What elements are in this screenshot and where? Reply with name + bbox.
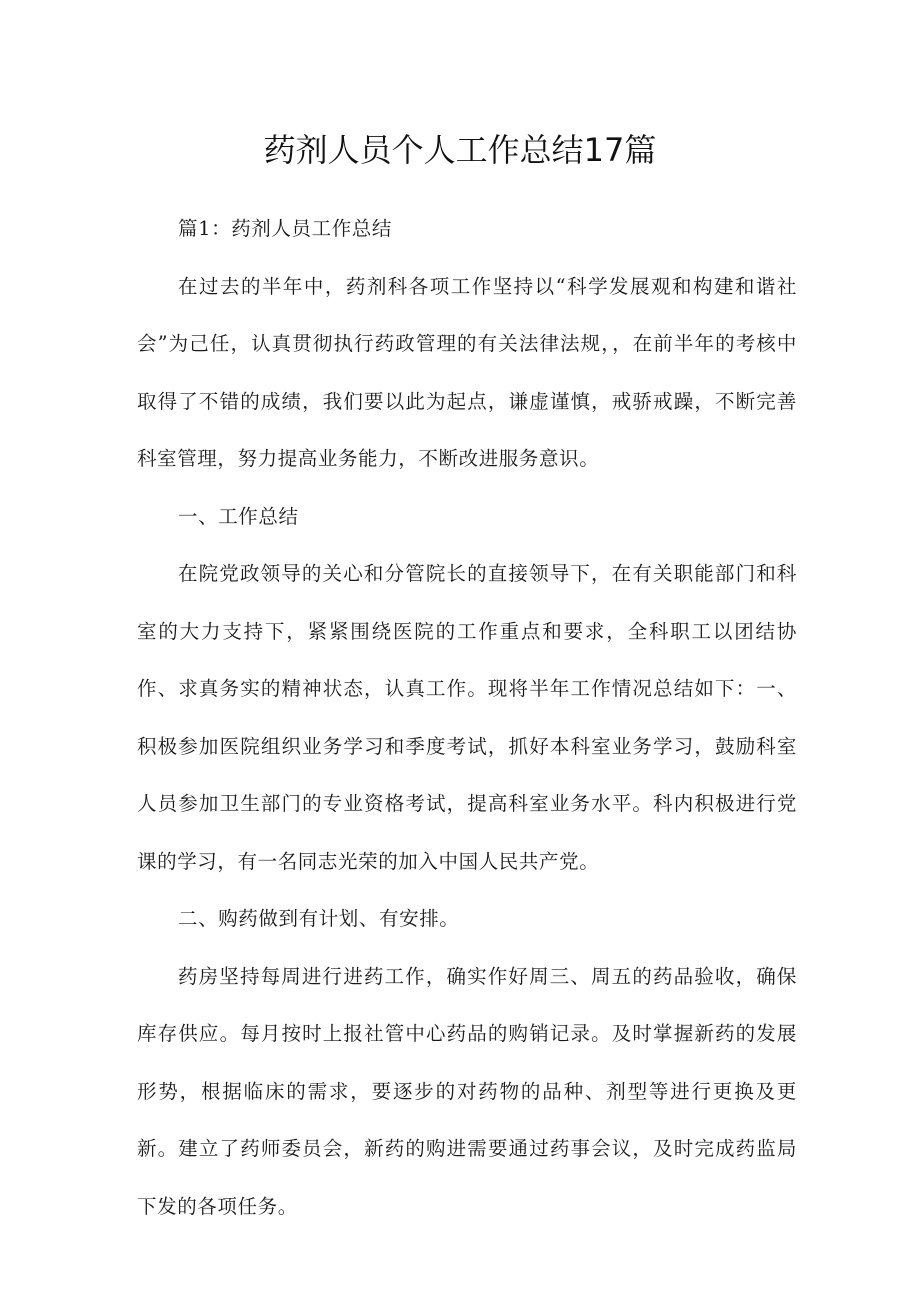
document-title: 药剂人员个人工作总结17篇 (263, 131, 657, 169)
section-heading-work-summary: 一、工作总结 (178, 504, 299, 528)
section-heading-part1: 篇1：药剂人员工作总结 (178, 217, 393, 240)
section-heading-purchasing: 二、购药做到有计划、有安排。 (178, 907, 460, 930)
paragraph-purchasing: 药房坚持每周进行进药工作，确实作好周三、周五的药品验收，确保库存供应。每月按时上报社管中心药品的购销记录。及时掌握新药的发展形势，根据临床的需求，要逐步的对药物的品种、剂型等进行更换及更新。建立了药师委员会，新药的购进需要通过药事会议，及时完成药监局下发的各项任务。 (137, 964, 797, 1218)
paragraph-intro: 在过去的半年中，药剂科各项工作坚持以“科学发展观和构建和谐社会”为己任，认真贯彻执行药政管理的有关法律法规，，在前半年的考核中取得了不错的成绩，我们要以此为起点，谦虚谨慎，戒骄戒躁，不断完善科室管理，努力提高业务能力，不断改进服务意识。 (137, 274, 797, 470)
paragraph-work-summary: 在院党政领导的关心和分管院长的直接领导下，在有关职能部门和科室的大力支持下，紧紧围绕医院的工作重点和要求，全科职工以团结协作、求真务实的精神状态，认真工作。现将半年工作情况总结如下：一、积极参加医院组织业务学习和季度考试，抓好本科室业务学习，鼓励科室人员参加卫生部门的专业资格考试，提高科室业务水平。科内积极进行党课的学习，有一名同志光荣的加入中国人民共产党。 (137, 562, 797, 873)
document-body (137, 200, 797, 1235)
